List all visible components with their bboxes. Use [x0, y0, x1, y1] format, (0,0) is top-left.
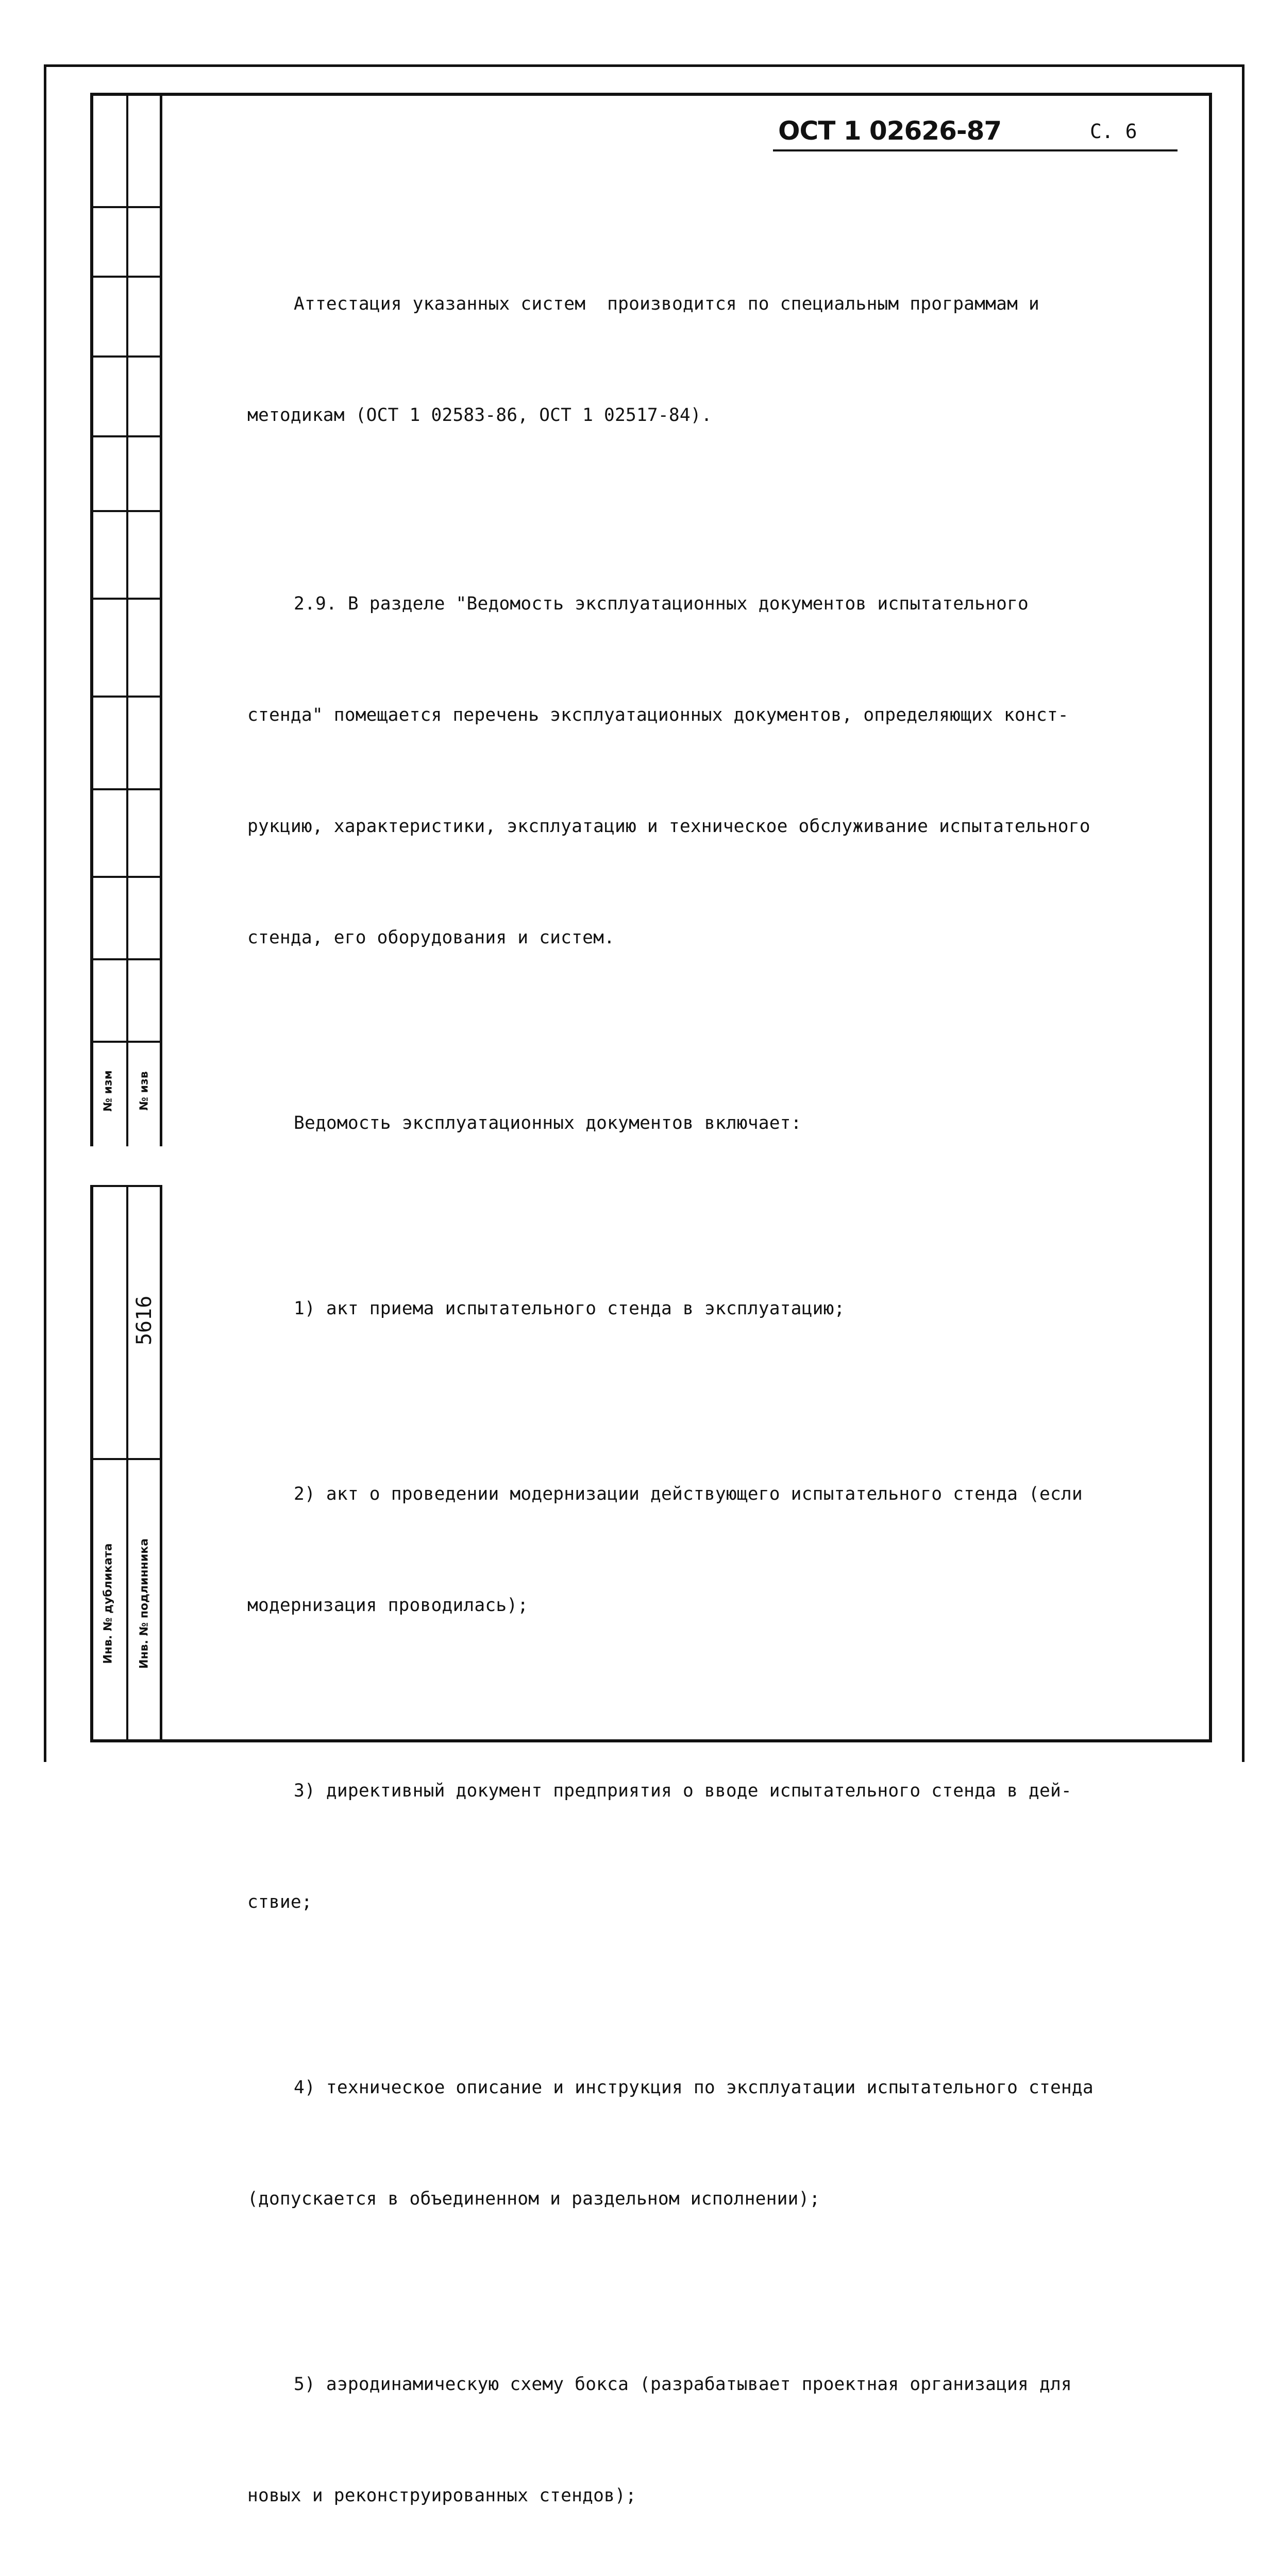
margin-cell-line — [90, 788, 161, 790]
text-line: рукцию, характеристики, эксплуатацию и техническое обслуживание испытательного — [247, 816, 1090, 837]
margin-cell-line — [90, 876, 161, 878]
margin-cell-line — [90, 355, 161, 358]
text-line: Аттестация указанных систем производится по специальным программам и — [294, 294, 1039, 314]
text-line: 1) акт приема испытательного стенда в эксплуатацию; — [294, 1298, 845, 1319]
document-code: ОСТ 1 02626-87 — [778, 116, 1002, 146]
text-line: 2) акт о проведении модернизации действующего испытательного стенда (если — [294, 1484, 1083, 1504]
text-line: модернизация проводилась); — [247, 1595, 529, 1616]
text-line: Ведомость эксплуатационных документов включает: — [294, 1113, 802, 1133]
list-item — [247, 2292, 1159, 2576]
margin-cell-line — [90, 510, 161, 512]
text-line: 3) директивный документ предприятия о вводе испытательного стенда в дей- — [294, 1781, 1072, 1801]
margin-cell-line — [90, 598, 161, 600]
margin-cell-line — [90, 276, 161, 278]
margin-gap — [77, 1146, 165, 1185]
paragraph — [247, 511, 1159, 1030]
text-line: методикам (ОСТ 1 02583-86, ОСТ 1 02517-84). — [247, 405, 712, 426]
paragraph — [247, 211, 1159, 508]
text-line: новых и реконструированных стендов); — [247, 2485, 636, 2506]
margin-cell-line — [90, 435, 161, 437]
margin-cell-line — [90, 1458, 161, 1460]
document-body — [247, 211, 1159, 2576]
text-line: 4) техническое описание и инструкция по эксплуатации испытательного стенда — [294, 2077, 1094, 2098]
text-line: ствие; — [247, 1892, 312, 1912]
margin-orig-number: 5616 — [132, 1295, 156, 1346]
margin-divider — [126, 93, 128, 1742]
margin-cell-line — [90, 206, 161, 208]
margin-label-duplicate: Инв. № дубликата — [102, 1543, 115, 1664]
text-line: стенда, его оборудования и систем. — [247, 927, 615, 948]
margin-label-change: № изм — [102, 1070, 115, 1112]
header-rule — [773, 149, 1178, 151]
margin-cell-line — [90, 1185, 161, 1187]
margin-label-original: Инв. № подлинника — [138, 1538, 151, 1669]
list-item — [247, 1216, 1159, 1401]
text-line: 2.9. В разделе "Ведомость эксплуатационных документов испытательного — [294, 594, 1029, 614]
text-line: (допускается в объединенном и раздельном исполнении); — [247, 2189, 820, 2209]
list-item — [247, 1401, 1159, 1698]
paragraph — [247, 1030, 1159, 1216]
text-line: стенда" помещается перечень эксплуатационных документов, определяющих конст- — [247, 705, 1069, 725]
margin-label-notice: № изв — [138, 1071, 151, 1111]
margin-cell-line — [90, 696, 161, 698]
margin-cell-line — [90, 958, 161, 960]
page-number: С. 6 — [1090, 120, 1137, 143]
text-line: 5) аэродинамическую схему бокса (разрабатывает проектная организация для — [294, 2374, 1072, 2395]
list-item — [247, 1995, 1159, 2292]
list-item — [247, 1698, 1159, 1995]
